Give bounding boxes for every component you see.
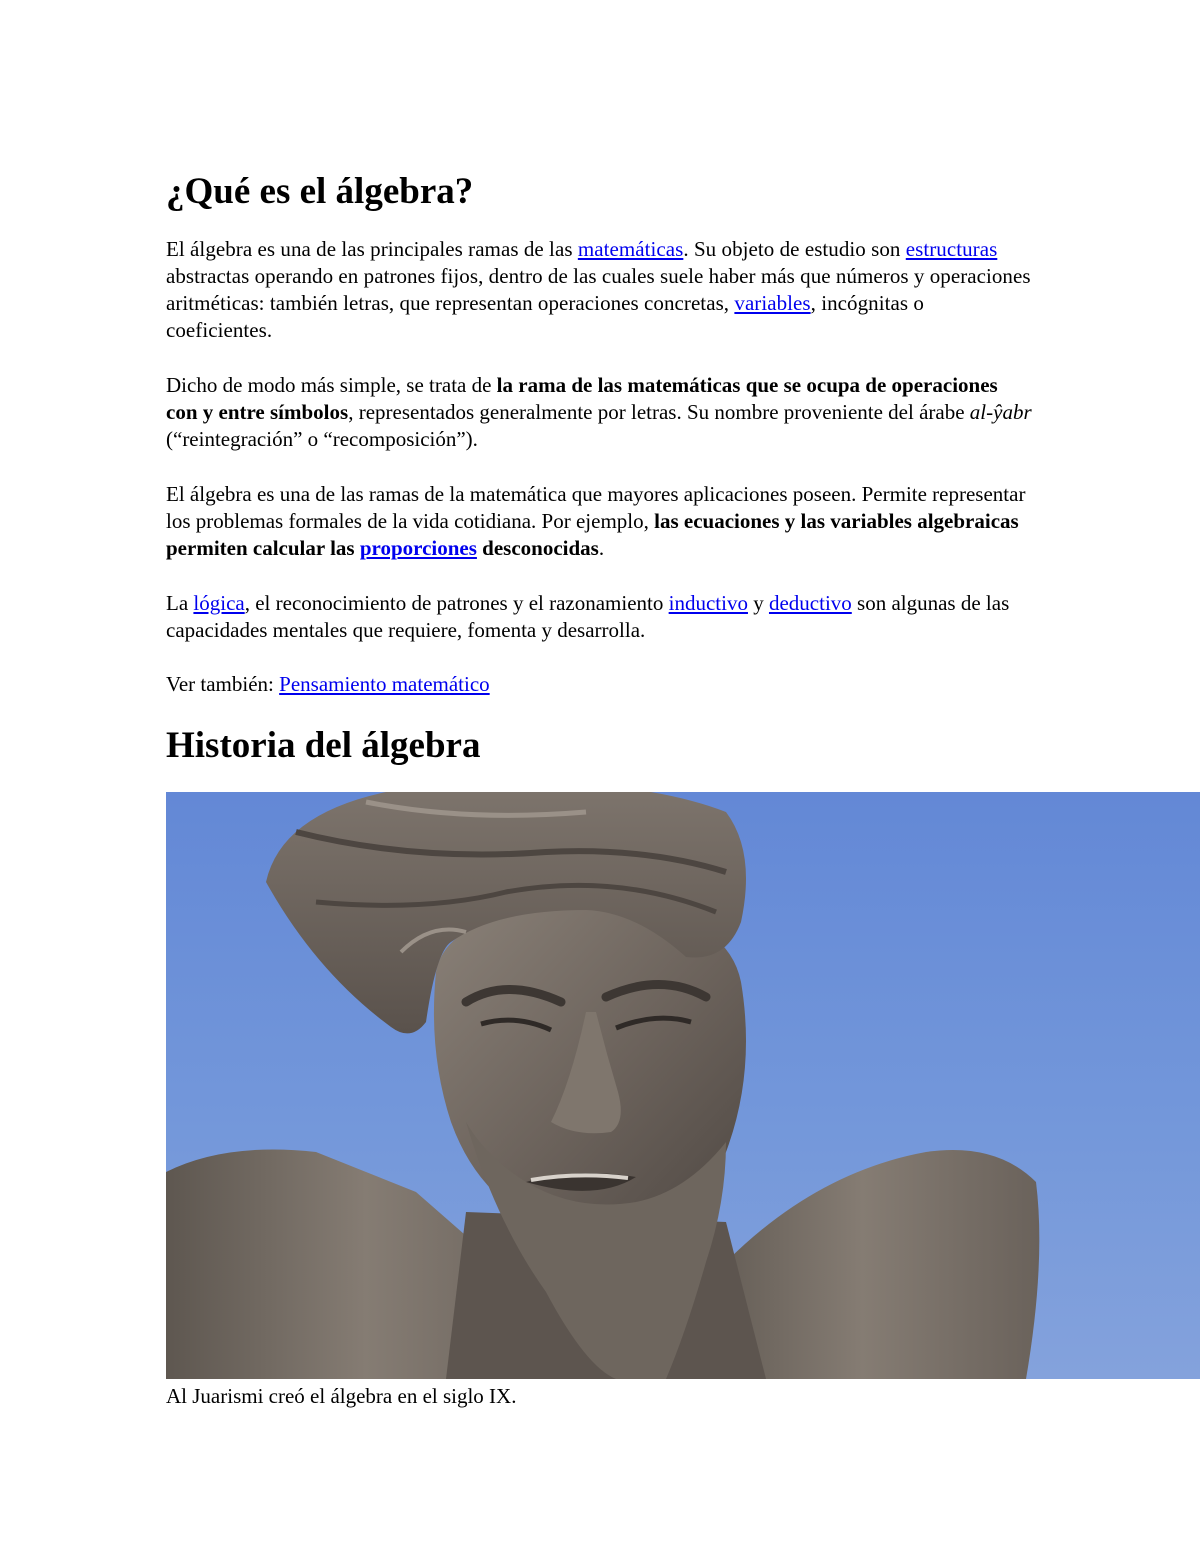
image-caption: Al Juarismi creó el álgebra en el siglo IX. <box>166 1384 517 1408</box>
link-variables[interactable]: variables <box>734 291 811 315</box>
heading-que-es-el-algebra: ¿Qué es el álgebra? <box>166 171 474 212</box>
paragraph-simple-definition <box>166 372 1032 453</box>
paragraph-applications <box>166 481 1032 562</box>
italic-run: al-ŷabr <box>969 400 1032 424</box>
link-matematicas[interactable]: matemáticas <box>577 237 684 261</box>
bold-run: la rama de las matemáticas que se ocupa de operaciones con y entre símbolos <box>166 373 998 424</box>
text-run: , representados generalmente por letras. Su nombre proveniente del árabe <box>348 400 970 424</box>
text-run: La <box>166 591 194 615</box>
text-run: , el reconocimiento de patrones y el razonamiento <box>244 591 669 615</box>
paragraph-definition <box>166 236 1032 344</box>
link-deductivo[interactable]: deductivo <box>768 591 852 615</box>
see-also <box>166 671 1032 698</box>
text-run: . <box>598 536 605 560</box>
link-pensamiento-matematico[interactable]: Pensamiento matemático <box>279 672 490 696</box>
paragraph-capacities <box>166 590 1032 644</box>
link-proporciones[interactable] <box>360 536 477 560</box>
text-run: , incógnitas o coeficientes. <box>166 291 924 342</box>
bold-link-text: proporciones <box>359 536 477 560</box>
text-run: El álgebra es una de las ramas de la matemática que mayores aplicaciones poseen. Permite representar los problemas formales de la vida cotidiana. Por ejemplo, <box>166 482 1026 533</box>
text-run: abstractas operando en patrones fijos, dentro de las cuales suele haber más que números y operaciones aritméticas: también letras, que representan operaciones concretas, <box>166 264 1031 315</box>
text-run: Dicho de modo más simple, se trata de <box>166 373 497 397</box>
text-run: y <box>747 591 769 615</box>
bold-run: las ecuaciones y las variables algebraicas permiten calcular las <box>166 509 1019 560</box>
text-run: . Su objeto de estudio son <box>683 237 906 261</box>
text-run: (“reintegración” o “recomposición”). <box>166 427 478 451</box>
text-run: son algunas de las capacidades mentales que requiere, fomenta y desarrolla. <box>166 591 1010 642</box>
link-estructuras[interactable]: estructuras <box>905 237 998 261</box>
statue-image <box>166 792 1200 1379</box>
heading-historia-del-algebra: Historia del álgebra <box>166 725 481 766</box>
text-run: El álgebra es una de las principales ramas de las <box>166 237 578 261</box>
link-inductivo[interactable]: inductivo <box>668 591 748 615</box>
bold-run: desconocidas <box>476 536 599 560</box>
statue-illustration <box>166 792 1200 1379</box>
see-also-label: Ver también: <box>166 672 280 696</box>
link-logica[interactable]: lógica <box>193 591 245 615</box>
